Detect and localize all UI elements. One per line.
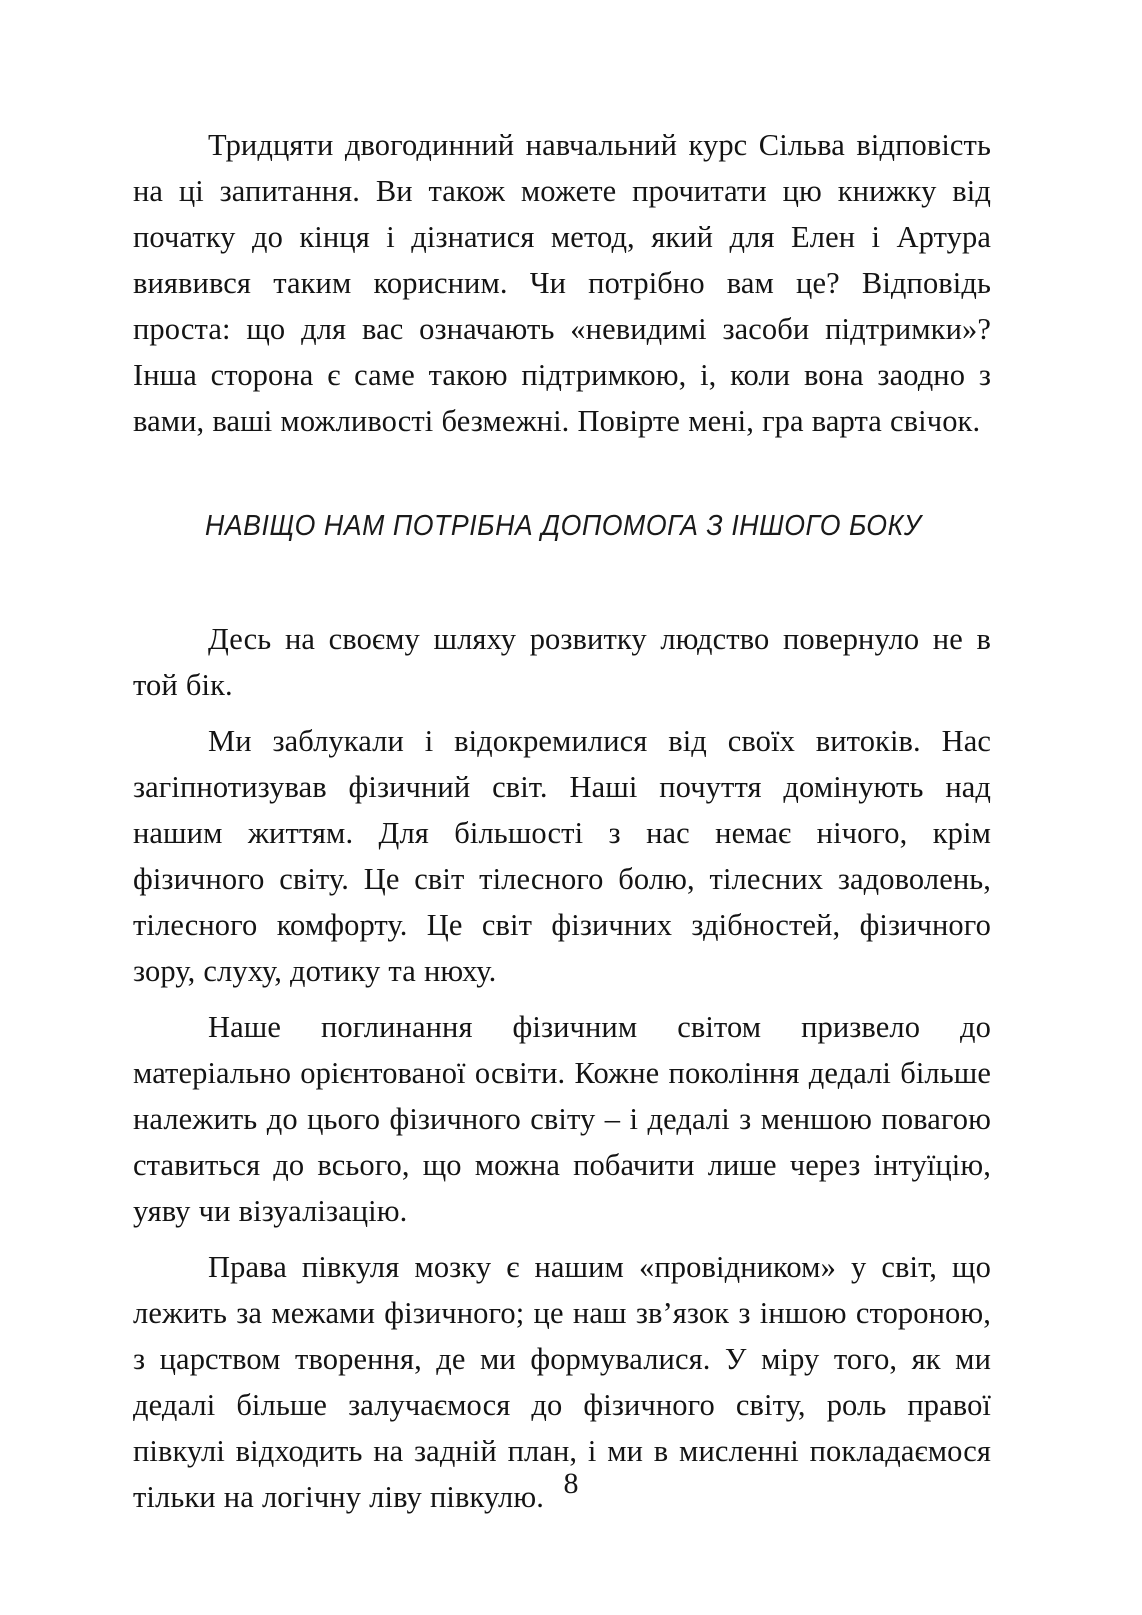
paragraph-right-hemisphere: Права півкуля мозку є нашим «провідником» у світ, що лежить за межами фізичного; це наш зв’язок з іншою стороною, з царством творення, де ми формувалися. У міру того, як ми дедалі більше залучаємося до фізичного світу, роль правої півкулі відходить на задній план, і ми в мисленні покладаємося тільки на логічну ліву півкулю. <box>133 1250 991 1514</box>
paragraph-material-education: Наше поглинання фізичним світом призвело до матеріально орієнтованої освіти. Кожне покоління дедалі більше належить до цього фізичного світу – і дедалі з меншою повагою ставиться до всього, що можна побачити лише через інтуїцію, уяву чи візуалізацію. <box>133 1010 991 1228</box>
section-heading: НАВІЩО НАМ ПОТРІБНА ДОПОМОГА З ІНШОГО БОКУ <box>205 510 922 542</box>
paragraph-lost-origins: Ми заблукали і відокремилися від своїх витоків. Нас загіпнотизував фізичний світ. Наші почуття домінують над нашим життям. Для більшості з нас немає нічого, крім фізичного світу. Це світ тілесного болю, тілесних задоволень, тілесного комфорту. Це світ фізичних здібностей, фізичного зору, слуху, дотику та нюху. <box>133 724 991 988</box>
paragraph-spacer <box>133 1234 991 1244</box>
spacer-before-heading <box>133 444 991 506</box>
paragraph-spacer <box>133 708 991 718</box>
page-number: 8 <box>563 1467 579 1500</box>
spacer-after-heading <box>133 546 991 616</box>
page-text-block <box>133 122 991 1520</box>
paragraph-spacer <box>133 994 991 1004</box>
paragraph-wrong-turn: Десь на своєму шляху розвитку людство повернуло не в той бік. <box>133 622 991 702</box>
paragraph-intro: Тридцяти двогодинний навчальний курс Сільва відповість на ці запитання. Ви також можете прочитати цю книжку від початку до кінця і дізнатися метод, який для Елен і Артура виявився таким корисним. Чи потрібно вам це? Відповідь проста: що для вас означають «невидимі засоби підтримки»? Інша сторона є саме такою підтримкою, і, коли вона заодно з вами, ваші можливості безмежні. Повірте мені, гра варта свічок. <box>133 128 991 438</box>
